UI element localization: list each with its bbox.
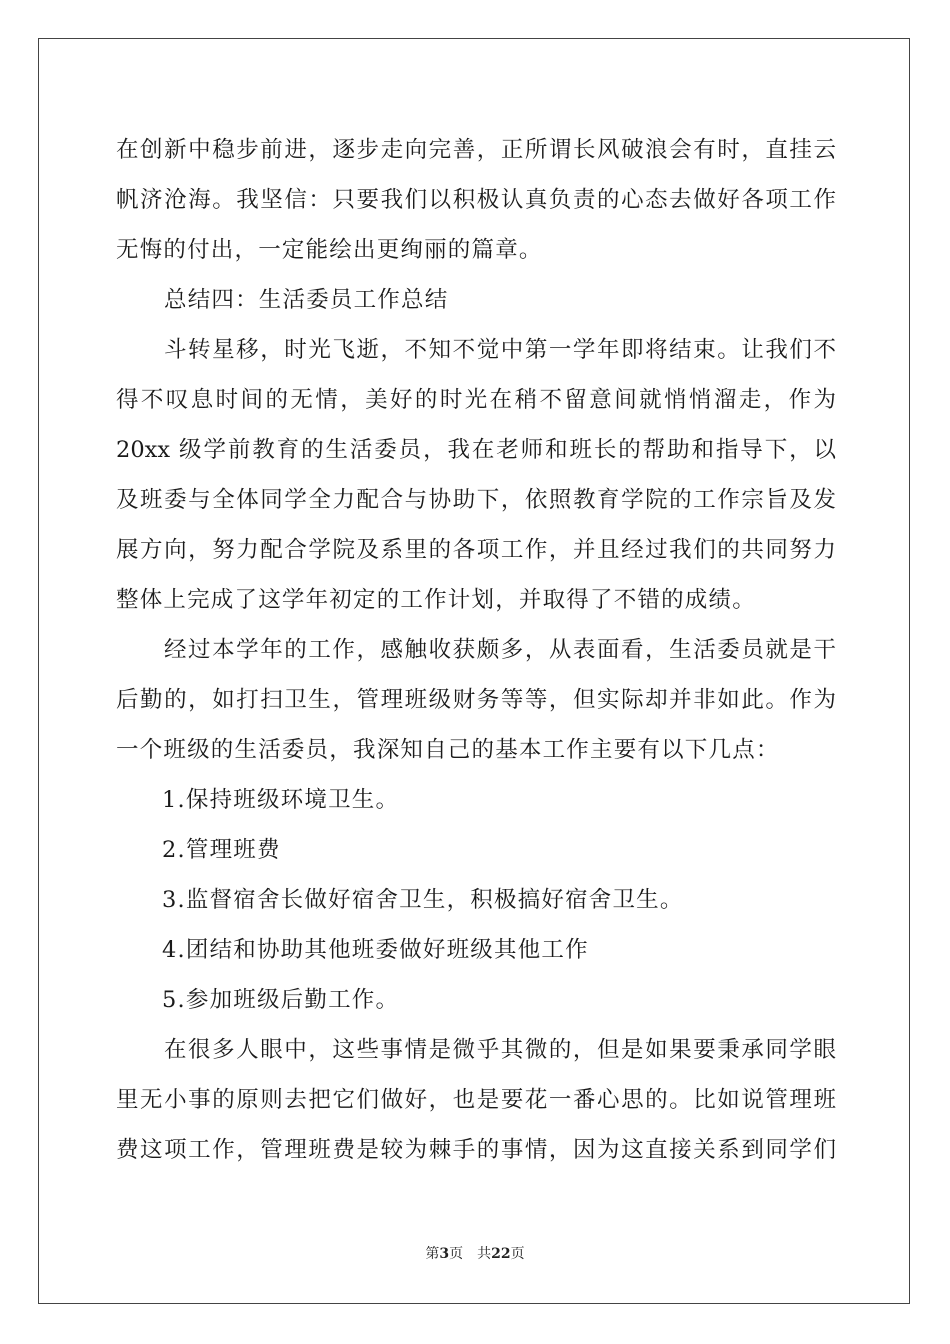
text-line-21: 费这项工作，管理班费是较为棘手的事情，因为这直接关系到同学们 [116,1137,836,1163]
text-line-1: 在创新中稳步前进，逐步走向完善，正所谓长风破浪会有时，直挂云 [116,137,836,163]
text-line-11: 经过本学年的工作，感触收获颇多，从表面看，生活委员就是干 [164,637,836,663]
list-item-5: 5.参加班级后勤工作。 [162,987,400,1013]
total-suffix: 页 [510,1246,525,1262]
total-prefix: 共 [477,1246,492,1262]
text-line-9: 展方向，努力配合学院及系里的各项工作，并且经过我们的共同努力 [116,537,836,563]
text-line-13: 一个班级的生活委员，我深知自己的基本工作主要有以下几点： [116,737,780,763]
text-line-20: 里无小事的原则去把它们做好，也是要花一番心思的。比如说管理班 [116,1087,836,1113]
text-line-12: 后勤的，如打扫卫生，管理班级财务等等，但实际却并非如此。作为 [116,687,836,713]
page-footer [0,1244,950,1264]
list-item-1: 1.保持班级环境卫生。 [162,787,400,813]
text-line-19: 在很多人眼中，这些事情是微乎其微的，但是如果要秉承同学眼 [164,1037,836,1063]
list-item-3: 3.监督宿舍长做好宿舍卫生，积极搞好宿舍卫生。 [162,887,684,913]
list-item-2: 2.管理班费 [162,837,281,863]
text-line-8: 及班委与全体同学全力配合与协助下，依照教育学院的工作宗旨及发 [116,487,836,513]
text-line-2: 帆济沧海。我坚信：只要我们以积极认真负责的心态去做好各项工作 [116,187,836,213]
page-number: 3 [439,1246,450,1262]
page-suffix: 页 [449,1246,464,1262]
text-line-6: 得不叹息时间的无情，美好的时光在稍不留意间就悄悄溜走，作为 [116,387,836,413]
section-heading: 总结四：生活委员工作总结 [164,287,449,313]
list-item-4: 4.团结和协助其他班委做好班级其他工作 [162,937,589,963]
total-pages: 22 [491,1246,511,1262]
text-line-7: 20xx 级学前教育的生活委员，我在老师和班长的帮助和指导下，以 [116,437,836,463]
text-line-5: 斗转星移，时光飞逝，不知不觉中第一学年即将结束。让我们不 [164,337,836,363]
text-line-3: 无悔的付出，一定能绘出更绚丽的篇章。 [116,237,543,263]
text-line-10: 整体上完成了这学年初定的工作计划，并取得了不错的成绩。 [116,587,756,613]
page-prefix: 第 [425,1246,440,1262]
